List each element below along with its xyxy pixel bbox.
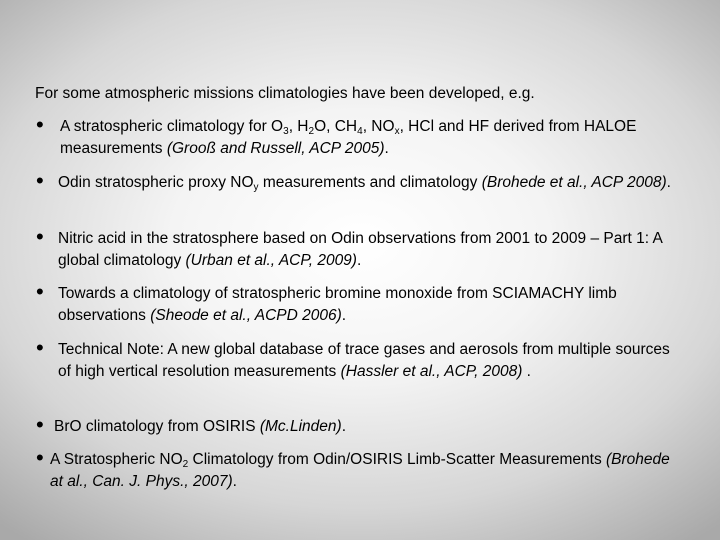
text-run: Technical Note: A new global database of trace gases and aerosols from multiple sources of high vertical resolution measurements — [58, 341, 670, 380]
bullet-dot: • — [36, 168, 44, 193]
text-run: BrO climatology from OSIRIS — [54, 418, 260, 435]
text-run: Climatology from Odin/OSIRIS Limb-Scatter Measurements — [188, 451, 607, 468]
text-run: O, CH — [314, 118, 358, 135]
citation: (Brohede et al., ACP 2008) — [481, 174, 667, 191]
bullet-dot: • — [36, 335, 44, 360]
text-run: . — [232, 473, 237, 490]
subscript: x — [394, 126, 400, 137]
bullet-text — [50, 449, 686, 493]
text-run: . — [666, 174, 671, 191]
bullet-item-4 — [36, 279, 686, 327]
text-run: . — [384, 140, 389, 157]
bullet-text — [58, 228, 686, 272]
subscript: 3 — [283, 126, 289, 137]
bullet-item-5 — [36, 335, 686, 383]
bullet-item-3 — [36, 224, 686, 272]
text-run: , NO — [362, 118, 395, 135]
intro-text: For some atmospheric missions climatologies have been developed, e.g. — [35, 85, 535, 102]
text-run: , H — [288, 118, 309, 135]
bullet-dot: • — [36, 412, 44, 437]
bullet-text — [54, 416, 686, 438]
subscript: 4 — [357, 126, 363, 137]
bullet-dot: • — [36, 445, 44, 470]
bullet-item-6 — [36, 412, 686, 438]
citation: (Brohede at al., Can. J. Phys., 2007) — [50, 451, 670, 490]
bullet-dot: • — [36, 224, 44, 249]
text-run: Towards a climatology of stratospheric bromine monoxide from SCIAMACHY limb observations — [58, 285, 617, 324]
citation: (Mc.Linden) — [259, 418, 342, 435]
bullet-item-2 — [36, 168, 686, 194]
text-run: . — [341, 307, 347, 324]
bullet-item-1 — [36, 112, 686, 160]
bullet-dot: • — [36, 279, 44, 304]
bullet-text — [58, 339, 686, 383]
text-run: . — [341, 418, 347, 435]
text-run: A Stratospheric NO — [50, 451, 183, 468]
citation: (Hassler et al., ACP, 2008) — [340, 363, 523, 380]
text-run: Nitric acid in the stratosphere based on Odin observations from 2001 to 2009 – Part 1: A global climatology — [58, 230, 662, 269]
bullet-dot: • — [36, 112, 44, 137]
bullet-text — [58, 172, 686, 194]
bullet-item-7 — [36, 445, 686, 493]
citation: (Sheode et al., ACPD 2006) — [150, 307, 342, 324]
bullet-text — [60, 116, 686, 160]
text-run: . — [522, 363, 531, 380]
bullet-text — [58, 283, 686, 327]
text-run: . — [356, 252, 362, 269]
citation: (Urban et al., ACP, 2009) — [185, 252, 357, 269]
subscript: 2 — [308, 126, 315, 137]
subscript: y — [253, 182, 259, 193]
text-run: , HCl and HF derived from HALOE measurements — [60, 118, 637, 157]
subscript: 2 — [182, 459, 189, 470]
text-run: Odin stratospheric proxy NO — [58, 174, 254, 191]
text-run: A stratospheric climatology for O — [60, 118, 284, 135]
text-run: measurements and climatology — [258, 174, 482, 191]
citation: (Grooß and Russell, ACP 2005) — [166, 140, 385, 157]
